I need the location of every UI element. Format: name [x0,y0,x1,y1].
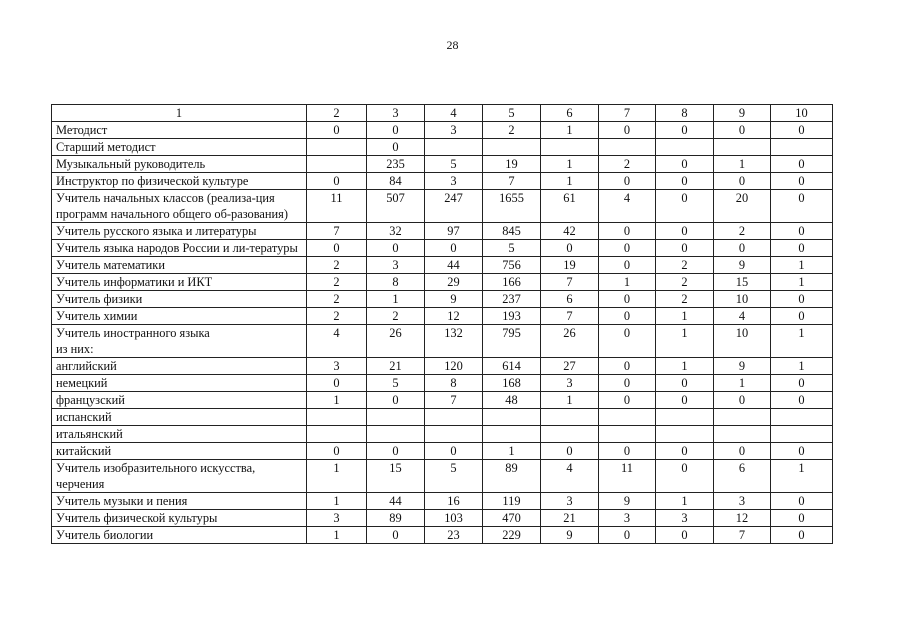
value-cell: 1 [771,257,833,274]
value-cell: 1 [771,325,833,358]
value-cell: 48 [483,392,541,409]
value-cell: 247 [425,190,483,223]
table-row [52,274,833,291]
value-cell: 0 [367,139,425,156]
value-cell: 1 [656,308,714,325]
value-cell: 1 [307,527,367,544]
value-cell: 795 [483,325,541,358]
value-cell: 235 [367,156,425,173]
value-cell: 29 [425,274,483,291]
value-cell: 0 [307,375,367,392]
page-number: 28 [446,38,459,52]
value-cell: 0 [307,173,367,190]
table-body [52,105,833,544]
table-row [52,139,833,156]
value-cell: 103 [425,510,483,527]
value-cell [714,139,771,156]
value-cell: 1 [307,460,367,493]
value-cell: 507 [367,190,425,223]
row-label: французский [52,392,307,409]
row-label: Учитель биологии [52,527,307,544]
row-label: Учитель математики [52,257,307,274]
value-cell: 0 [599,173,656,190]
value-cell: 1 [771,358,833,375]
value-cell: 1 [483,443,541,460]
value-cell: 3 [367,257,425,274]
value-cell [425,426,483,443]
value-cell: 12 [714,510,771,527]
value-cell: 7 [483,173,541,190]
value-cell: 3 [425,122,483,139]
value-cell [307,139,367,156]
value-cell: 2 [307,291,367,308]
value-cell: 9 [714,257,771,274]
value-cell: 0 [771,443,833,460]
value-cell [307,409,367,426]
value-cell: 3 [541,375,599,392]
table-row [52,493,833,510]
value-cell: 11 [307,190,367,223]
value-cell: 1 [656,493,714,510]
value-cell: 3 [541,493,599,510]
value-cell: 20 [714,190,771,223]
value-cell: 229 [483,527,541,544]
table-row [52,527,833,544]
row-label: Методист [52,122,307,139]
header-cell: 9 [714,105,771,122]
value-cell: 0 [367,240,425,257]
value-cell: 1 [367,291,425,308]
table-row [52,190,833,223]
row-label: Учитель информатики и ИКТ [52,274,307,291]
value-cell: 0 [599,325,656,358]
value-cell: 0 [771,291,833,308]
value-cell: 2 [656,257,714,274]
value-cell: 1 [656,358,714,375]
value-cell: 9 [425,291,483,308]
value-cell: 15 [714,274,771,291]
row-label: Учитель химии [52,308,307,325]
value-cell [367,409,425,426]
value-cell: 2 [307,274,367,291]
value-cell [771,426,833,443]
header-cell: 3 [367,105,425,122]
table-row [52,223,833,240]
value-cell: 2 [367,308,425,325]
row-label: Учитель изобразительного искусства, черчения [52,460,307,493]
value-cell: 0 [771,493,833,510]
value-cell: 0 [425,443,483,460]
value-cell [307,156,367,173]
row-label: Инструктор по физической культуре [52,173,307,190]
value-cell: 0 [656,375,714,392]
table-row [52,291,833,308]
row-label: Учитель музыки и пения [52,493,307,510]
value-cell: 1 [541,392,599,409]
value-cell: 168 [483,375,541,392]
value-cell: 5 [425,460,483,493]
value-cell [714,409,771,426]
value-cell: 44 [367,493,425,510]
table-row [52,240,833,257]
value-cell [599,409,656,426]
value-cell: 0 [656,190,714,223]
value-cell: 2 [307,308,367,325]
value-cell: 1 [541,156,599,173]
value-cell: 0 [656,443,714,460]
table-row [52,375,833,392]
value-cell: 0 [656,240,714,257]
value-cell: 0 [599,240,656,257]
header-cell: 7 [599,105,656,122]
value-cell: 119 [483,493,541,510]
table-row [52,392,833,409]
table-row [52,308,833,325]
value-cell [483,409,541,426]
value-cell: 10 [714,291,771,308]
row-label: китайский [52,443,307,460]
value-cell: 0 [656,223,714,240]
value-cell: 1 [714,156,771,173]
value-cell: 84 [367,173,425,190]
row-label: Учитель иностранного языка из них: [52,325,307,358]
value-cell: 470 [483,510,541,527]
header-cell: 2 [307,105,367,122]
value-cell [541,139,599,156]
value-cell: 1 [307,493,367,510]
row-label: Учитель языка народов России и ли-тературы [52,240,307,257]
table-row [52,156,833,173]
value-cell: 0 [771,375,833,392]
value-cell: 132 [425,325,483,358]
staff-table [51,104,833,544]
value-cell: 0 [771,308,833,325]
value-cell: 0 [714,122,771,139]
value-cell: 19 [483,156,541,173]
value-cell: 8 [425,375,483,392]
value-cell [656,409,714,426]
value-cell: 0 [714,392,771,409]
header-cell: 6 [541,105,599,122]
value-cell: 0 [367,443,425,460]
value-cell [599,139,656,156]
value-cell: 0 [541,240,599,257]
table-row [52,510,833,527]
value-cell: 7 [307,223,367,240]
value-cell: 0 [599,308,656,325]
value-cell: 4 [307,325,367,358]
value-cell: 3 [425,173,483,190]
row-label: итальянский [52,426,307,443]
value-cell: 2 [656,291,714,308]
header-cell: 10 [771,105,833,122]
value-cell: 756 [483,257,541,274]
value-cell: 26 [541,325,599,358]
value-cell: 1655 [483,190,541,223]
value-cell [771,409,833,426]
value-cell: 6 [714,460,771,493]
table-row [52,443,833,460]
value-cell: 0 [599,291,656,308]
value-cell [483,426,541,443]
value-cell: 7 [541,274,599,291]
value-cell: 0 [599,375,656,392]
value-cell [714,426,771,443]
value-cell: 1 [599,274,656,291]
value-cell [307,426,367,443]
value-cell: 0 [656,460,714,493]
value-cell: 1 [714,375,771,392]
value-cell: 23 [425,527,483,544]
value-cell: 19 [541,257,599,274]
value-cell: 44 [425,257,483,274]
value-cell: 0 [307,240,367,257]
header-row [52,105,833,122]
value-cell: 0 [656,122,714,139]
value-cell: 0 [771,510,833,527]
value-cell: 2 [714,223,771,240]
value-cell: 3 [656,510,714,527]
value-cell: 42 [541,223,599,240]
value-cell [425,139,483,156]
row-label: Старший методист [52,139,307,156]
value-cell: 0 [656,173,714,190]
table-row [52,325,833,358]
value-cell: 8 [367,274,425,291]
value-cell: 0 [771,173,833,190]
value-cell: 193 [483,308,541,325]
value-cell: 61 [541,190,599,223]
value-cell: 166 [483,274,541,291]
value-cell [771,139,833,156]
value-cell: 0 [771,527,833,544]
table-row [52,409,833,426]
value-cell: 1 [656,325,714,358]
value-cell: 0 [599,443,656,460]
value-cell: 2 [656,274,714,291]
value-cell: 0 [599,527,656,544]
value-cell: 0 [771,392,833,409]
row-label: английский [52,358,307,375]
value-cell: 0 [599,392,656,409]
table-row [52,426,833,443]
value-cell [656,426,714,443]
row-label: Учитель начальных классов (реализа-ция программ начального общего об-разования) [52,190,307,223]
value-cell: 27 [541,358,599,375]
value-cell: 0 [599,257,656,274]
value-cell: 0 [599,122,656,139]
row-label: Музыкальный руководитель [52,156,307,173]
value-cell: 9 [599,493,656,510]
value-cell: 237 [483,291,541,308]
value-cell: 32 [367,223,425,240]
value-cell: 9 [541,527,599,544]
row-label: испанский [52,409,307,426]
header-cell: 1 [52,105,307,122]
value-cell: 0 [714,443,771,460]
value-cell: 0 [599,358,656,375]
value-cell: 0 [771,122,833,139]
row-label: Учитель русского языка и литературы [52,223,307,240]
value-cell: 2 [307,257,367,274]
value-cell: 2 [483,122,541,139]
value-cell: 4 [714,308,771,325]
value-cell: 0 [656,156,714,173]
value-cell: 2 [599,156,656,173]
value-cell: 845 [483,223,541,240]
row-label: немецкий [52,375,307,392]
value-cell: 1 [771,274,833,291]
value-cell: 7 [541,308,599,325]
value-cell: 89 [367,510,425,527]
value-cell: 15 [367,460,425,493]
value-cell: 7 [425,392,483,409]
value-cell: 10 [714,325,771,358]
value-cell: 5 [367,375,425,392]
value-cell: 26 [367,325,425,358]
value-cell: 0 [656,392,714,409]
value-cell [425,409,483,426]
row-label: Учитель физической культуры [52,510,307,527]
value-cell: 0 [656,527,714,544]
row-label: Учитель физики [52,291,307,308]
value-cell: 1 [541,173,599,190]
value-cell: 16 [425,493,483,510]
value-cell: 3 [307,358,367,375]
value-cell: 0 [771,190,833,223]
header-cell: 4 [425,105,483,122]
header-cell: 5 [483,105,541,122]
value-cell: 4 [599,190,656,223]
value-cell: 0 [425,240,483,257]
value-cell: 0 [771,223,833,240]
value-cell: 21 [367,358,425,375]
value-cell: 89 [483,460,541,493]
value-cell: 5 [425,156,483,173]
value-cell: 12 [425,308,483,325]
value-cell: 6 [541,291,599,308]
value-cell: 3 [307,510,367,527]
value-cell: 97 [425,223,483,240]
value-cell: 0 [714,173,771,190]
value-cell: 0 [367,122,425,139]
header-cell: 8 [656,105,714,122]
value-cell [599,426,656,443]
value-cell: 9 [714,358,771,375]
value-cell: 0 [367,392,425,409]
value-cell: 0 [307,122,367,139]
value-cell: 21 [541,510,599,527]
value-cell [541,409,599,426]
table-row [52,257,833,274]
value-cell: 4 [541,460,599,493]
table-row [52,122,833,139]
value-cell: 3 [714,493,771,510]
value-cell: 0 [771,156,833,173]
table-row [52,460,833,493]
value-cell: 1 [771,460,833,493]
value-cell: 11 [599,460,656,493]
value-cell: 0 [714,240,771,257]
value-cell: 0 [771,240,833,257]
value-cell: 0 [367,527,425,544]
value-cell: 0 [307,443,367,460]
value-cell: 1 [307,392,367,409]
value-cell: 1 [541,122,599,139]
value-cell: 7 [714,527,771,544]
value-cell: 0 [541,443,599,460]
value-cell [541,426,599,443]
value-cell [483,139,541,156]
value-cell [656,139,714,156]
table-row [52,173,833,190]
value-cell [367,426,425,443]
value-cell: 3 [599,510,656,527]
value-cell: 0 [599,223,656,240]
table-row [52,358,833,375]
value-cell: 5 [483,240,541,257]
value-cell: 120 [425,358,483,375]
value-cell: 614 [483,358,541,375]
